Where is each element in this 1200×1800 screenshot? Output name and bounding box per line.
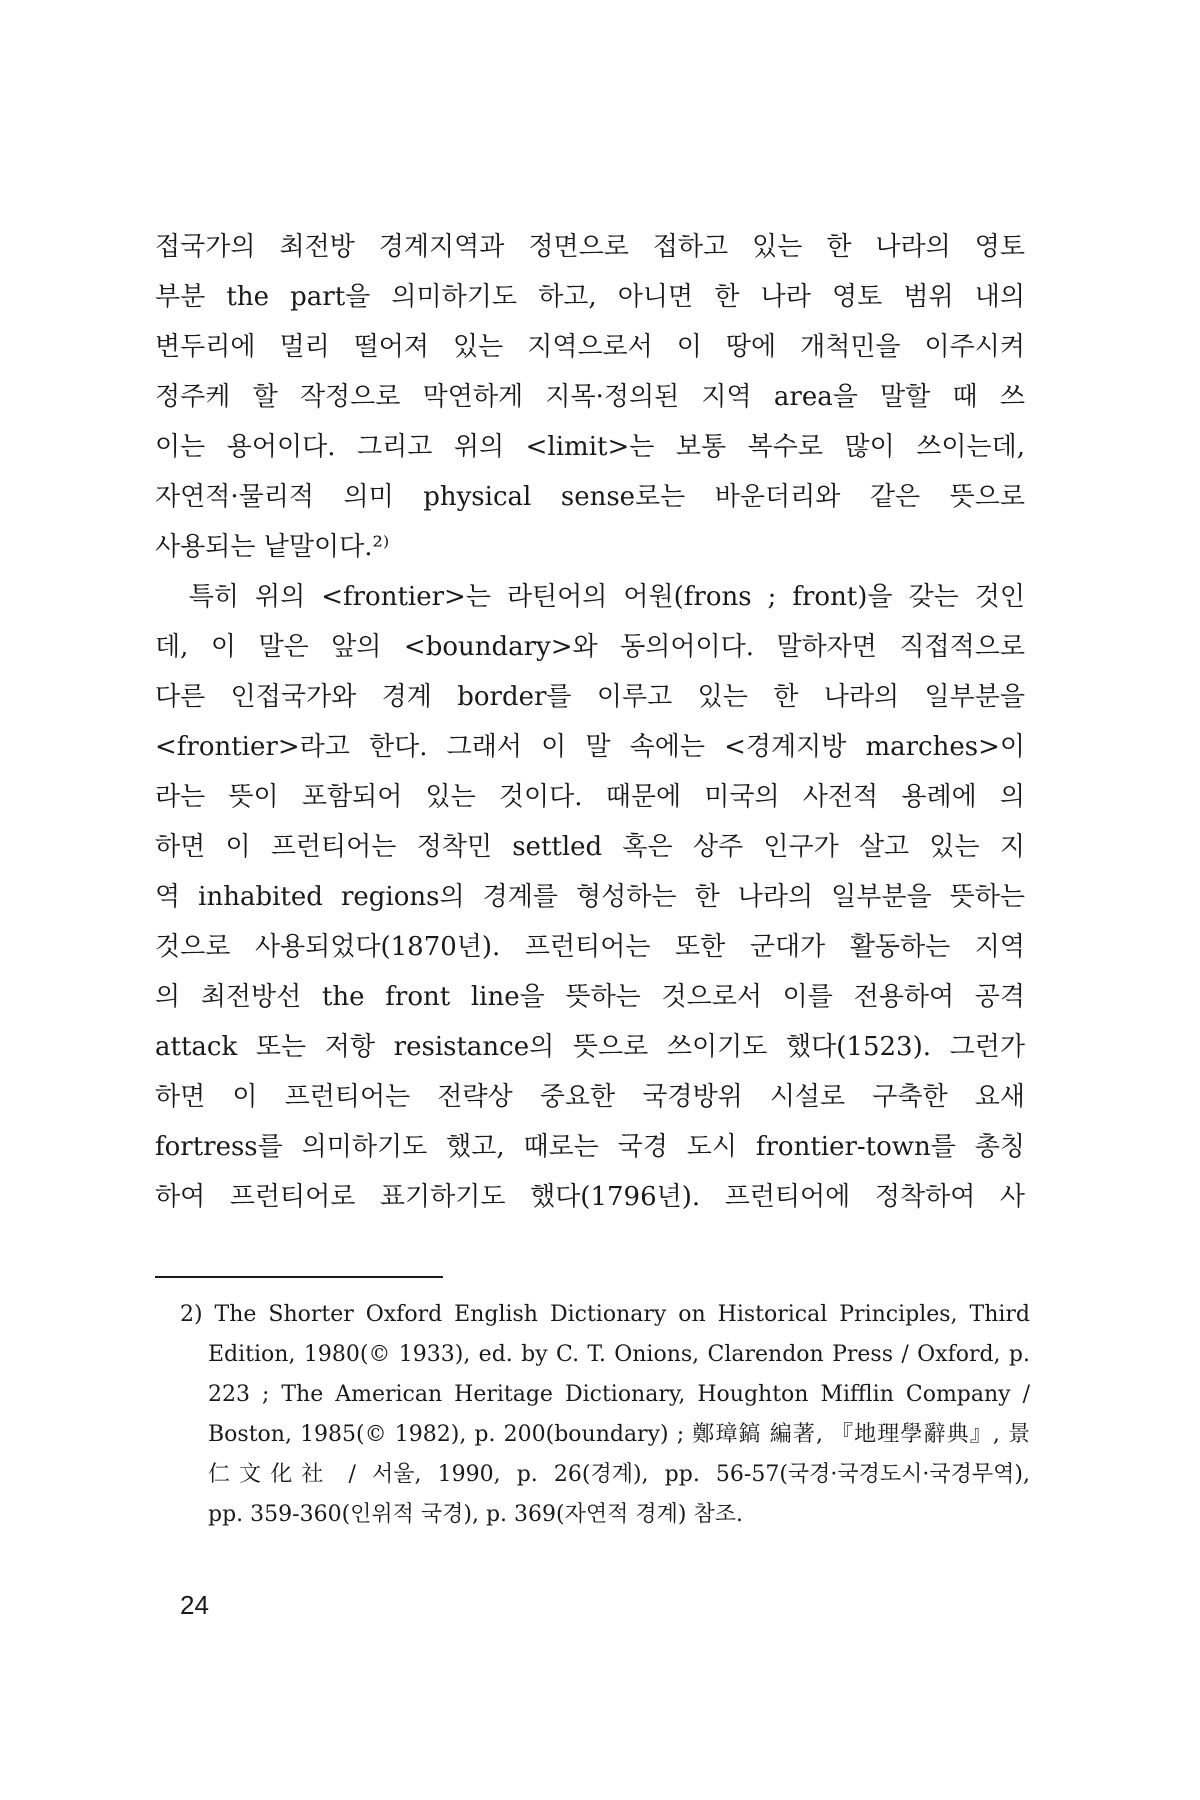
body-line: 자연적·물리적 의미 physical sense로는 바운더리와 같은 뜻으로: [155, 482, 1025, 512]
body-line: 접국가의 최전방 경계지역과 정면으로 접하고 있는 한 나라의 영토: [155, 232, 1025, 262]
footnote-line: Boston, 1985(© 1982), p. 200(boundary) ; 鄭璋鎬 編著, 『地理學辭典』, 景: [208, 1422, 1030, 1447]
footnote-divider: [155, 1276, 443, 1278]
body-line: fortress를 의미하기도 했고, 때로는 국경 도시 frontier-town를 총칭: [155, 1132, 1025, 1162]
footnote-line: 仁文化社 / 서울, 1990, p. 26(경계), pp. 56-57(국경·국경도시·국경무역),: [208, 1462, 1030, 1487]
footnote-line: Edition, 1980(© 1933), ed. by C. T. Onions, Clarendon Press / Oxford, p.: [208, 1342, 1030, 1367]
body-line: <frontier>라고 한다. 그래서 이 말 속에는 <경계지방 marches>이: [155, 732, 1025, 762]
footnote-line: pp. 359-360(인위적 국경), p. 369(자연적 경계) 참조.: [208, 1502, 743, 1527]
body-line: 데, 이 말은 앞의 <boundary>와 동의어이다. 말하자면 직접적으로: [155, 632, 1025, 662]
body-line: 역 inhabited regions의 경계를 형성하는 한 나라의 일부분을 뜻하는: [155, 882, 1025, 912]
footnotes: [180, 1295, 1030, 1535]
body-line: 것으로 사용되었다(1870년). 프런티어는 또한 군대가 활동하는 지역: [155, 932, 1025, 962]
body-line: attack 또는 저항 resistance의 뜻으로 쓰이기도 했다(1523). 그런가: [155, 1032, 1025, 1062]
body-line: 의 최전방선 the front line을 뜻하는 것으로서 이를 전용하여 공격: [155, 982, 1025, 1012]
body-line: 하면 이 프런티어는 정착민 settled 혹은 상주 인구가 살고 있는 지: [155, 832, 1025, 862]
body-line: 하면 이 프런티어는 전략상 중요한 국경방위 시설로 구축한 요새: [155, 1082, 1025, 1112]
body-line: 다른 인접국가와 경계 border를 이루고 있는 한 나라의 일부분을: [155, 682, 1025, 712]
body-line: 이는 용어이다. 그리고 위의 <limit>는 보통 복수로 많이 쓰이는데,: [155, 432, 1025, 462]
body-line: 하여 프런티어로 표기하기도 했다(1796년). 프런티어에 정착하여 사: [155, 1182, 1025, 1212]
body-line: 특히 위의 <frontier>는 라틴어의 어원(frons ; front)을 갖는 것인: [155, 582, 1025, 612]
body-line: 정주케 할 작정으로 막연하게 지목·정의된 지역 area을 말할 때 쓰: [155, 382, 1025, 412]
body-line: 사용되는 낱말이다.²⁾: [155, 532, 390, 562]
page-number: 24: [180, 1590, 209, 1620]
footnote-line: 223 ; The American Heritage Dictionary, Houghton Mifflin Company /: [208, 1382, 1030, 1407]
footnote-line: 2) The Shorter Oxford English Dictionary on Historical Principles, Third: [180, 1302, 1030, 1327]
body-line: 라는 뜻이 포함되어 있는 것이다. 때문에 미국의 사전적 용례에 의: [155, 782, 1025, 812]
body-text: [155, 222, 1025, 1222]
body-line: 부분 the part을 의미하기도 하고, 아니면 한 나라 영토 범위 내의: [155, 282, 1025, 312]
body-line: 변두리에 멀리 떨어져 있는 지역으로서 이 땅에 개척민을 이주시켜: [155, 332, 1025, 362]
